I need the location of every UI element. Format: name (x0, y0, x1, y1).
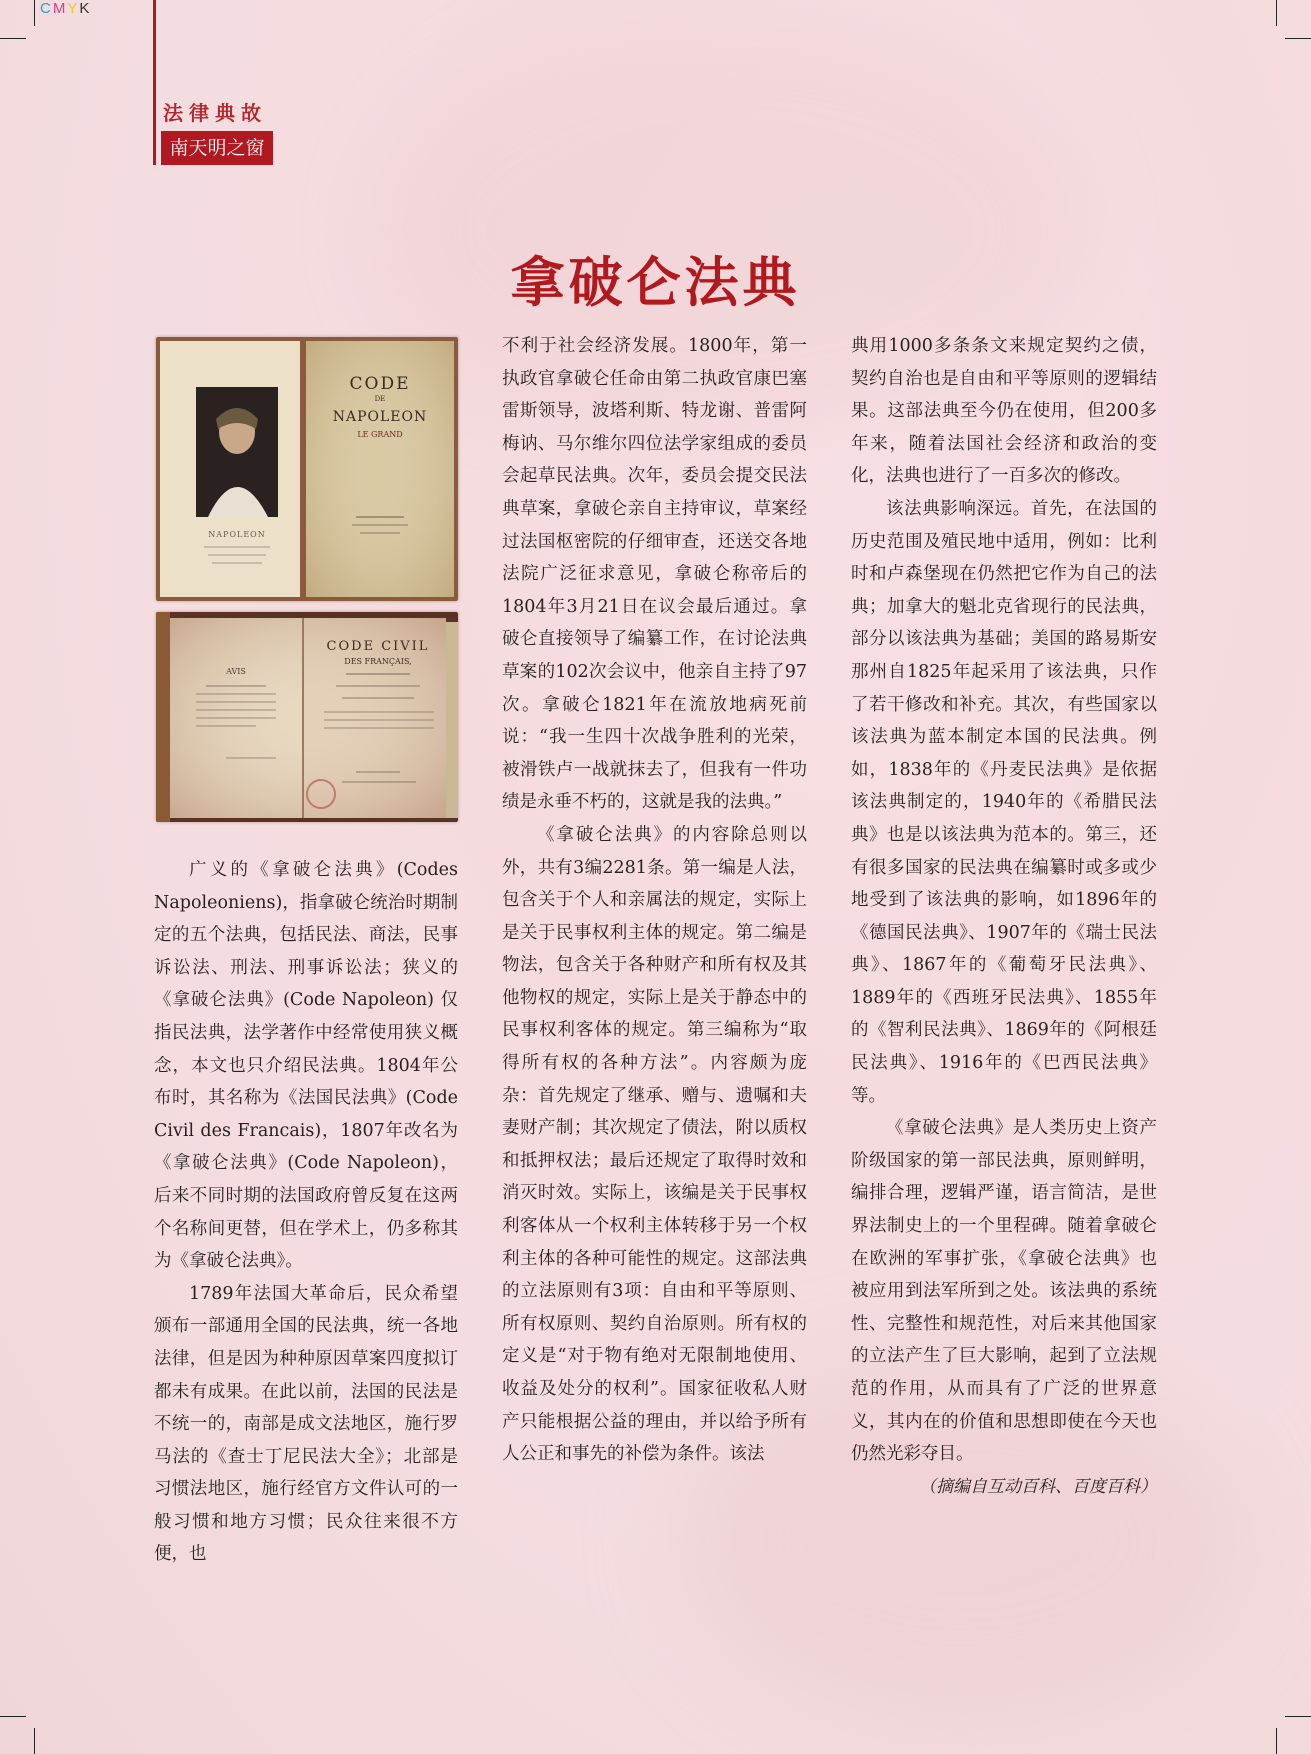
right-page-heading-2: DES FRANÇAIS, (344, 657, 412, 666)
book-title-line-2: DE (374, 395, 386, 403)
source-citation: （摘编自互动百科、百度百科） (919, 1476, 1157, 1497)
code-civil-open-book-image (156, 612, 458, 822)
paragraph: 《拿破仑法典》的内容除总则以外，共有3编2281条。第一编是人法，包含关于个人和亲属法的规定，实际上是关于民事权利主体的规定。第二编是物法，包含关于各种财产和所有权及其他物权的规定，实际上是关于静态中的民事权利客体的规定。第三编称为“取得所有权的各种方法”。内容颇为庞杂：首先规定了继承、赠与、遗嘱和夫妻财产制；其次规定了债法，附以质权和抵押权法；最后还规定了取得时效和消灭时效。实际上，该编是关于民事权利客体从一个权利主体转移于另一个权利主体的各种可能性的规定。这部法典的立法原则有3项：自由和平等原则、所有权原则、契约自治原则。所有权的定义是“对于物有绝对无限制地使用、收益及处分的权利”。国家征收私人财产只能根据公益的理由，并以给予所有人公正和事先的补偿为条件。该法 (502, 824, 807, 1465)
article-column-2 (502, 330, 807, 1471)
book-title-line-4: LE GRAND (357, 430, 403, 439)
code-napoleon-title-image (156, 337, 458, 601)
book-title-line-3: NAPOLEON (332, 409, 428, 425)
crop-mark (1276, 0, 1277, 26)
paragraph: 该法典影响深远。首先，在法国的历史范围及殖民地中适用，例如：比利时和卢森堡现在仍然把它作为自己的法典；加拿大的魁北克省现行的民法典，部分以该法典为基础；美国的路易斯安那州自1825年起采用了该法典，只作了若干修改和补充。其次，有些国家以该法典为蓝本制定本国的民法典。例如，1838年的《丹麦民法典》是依据该法典制定的，1940年的《希腊民法典》也是以该法典为范本的。第三，还有很多国家的民法典在编纂时或多或少地受到了该法典的影响，如1896年的《德国民法典》、1907年的《瑞士民法典》、1867年的《葡萄牙民法典》、1889年的《西班牙民法典》、1855年的《智利民法典》、1869年的《阿根廷民法典》、1916年的《巴西民法典》等。 (851, 498, 1157, 1106)
code-civil-book-illustration (156, 612, 458, 822)
cmyk-registration: CMYK (40, 0, 92, 17)
paragraph: 不利于社会经济发展。1800年，第一执政官拿破仑任命由第二执政官康巴塞雷斯领导，波塔利斯、特龙谢、普雷阿梅讷、马尔维尔四位法学家组成的委员会起草民法典。次年，委员会提交民法典草案，拿破仑亲自主持审议，草案经过法国枢密院的仔细审查，还送交各地法院广泛征求意见，拿破仑称帝后的1804年3月21日在议会最后通过。拿破仑直接领导了编纂工作，在讨论法典草案的102次会议中，他亲自主持了97次。拿破仑1821年在流放地病死前说：“我一生四十次战争胜利的光荣，被滑铁卢一战就抹去了，但我有一件功绩是永垂不朽的，这就是我的法典。” (502, 336, 807, 813)
crop-mark (0, 38, 26, 39)
crop-mark (34, 0, 35, 26)
left-page-heading: AVIS (226, 667, 246, 676)
article-column-3 (851, 330, 1157, 1503)
section-label: 法律典故 (163, 101, 267, 125)
column-badge: 南天明之窗 (161, 131, 273, 165)
crop-mark (1285, 1716, 1311, 1717)
portrait-caption: NAPOLEON (208, 530, 266, 539)
page-title: 拿破仑法典 (510, 251, 801, 314)
paragraph: 广义的《拿破仑法典》(Codes Napoleoniens)，指拿破仑统治时期制定的五个法典，包括民法、商法，民事诉讼法、刑法、刑事诉讼法；狭义的《拿破仑法典》(Code Napoleon) 仅指民法典，法学著作中经常使用狭义概念，本文也只介绍民法典。1804年公布时，其名称为《法国民法典》(Code Civil des Francais)，1807年改名为《拿破仑法典》(Code Napoleon)，后来不同时期的法国政府曾反复在这两个名称间更替，但在学术上，仍多称其为《拿破仑法典》。 (154, 860, 458, 1272)
paragraph: 1789年法国大革命后，民众希望颁布一部通用全国的民法典，统一各地法律，但是因为种种原因草案四度拟订都未有成果。在此以前，法国的民法是不统一的，南部是成文法地区，施行罗马法的《查士丁尼民法大全》；北部是习惯法地区，施行经官方文件认可的一般习惯和地方习惯；民众往来很不方便，也 (154, 1283, 458, 1565)
crop-mark (1276, 1728, 1277, 1754)
paragraph: 《拿破仑法典》是人类历史上资产阶级国家的第一部民法典，原则鲜明，编排合理，逻辑严谨，语言简洁，是世界法制史上的一个里程碑。随着拿破仑在欧洲的军事扩张，《拿破仑法典》也被应用到法军所到之处。该法典的系统性、完整性和规范性，对后来其他国家的立法产生了巨大影响，起到了立法规范的作用，从而具有了广泛的世界意义，其内在的价值和思想即使在今天也仍然光彩夺目。 (851, 1118, 1157, 1465)
header-accent-bar (153, 0, 156, 165)
crop-mark (0, 1716, 26, 1717)
article-column-1 (154, 854, 458, 1571)
book-title-line-1: CODE (349, 374, 411, 394)
crop-mark (34, 1728, 35, 1754)
crop-mark (1285, 38, 1311, 39)
paragraph: 典用1000多条条文来规定契约之债，契约自治也是自由和平等原则的逻辑结果。这部法典至今仍在使用，但200多年来，随着法国社会经济和政治的变化，法典也进行了一百多次的修改。 (851, 336, 1157, 487)
right-page-heading-1: CODE CIVIL (326, 639, 430, 654)
code-napoleon-book-illustration (156, 337, 458, 601)
